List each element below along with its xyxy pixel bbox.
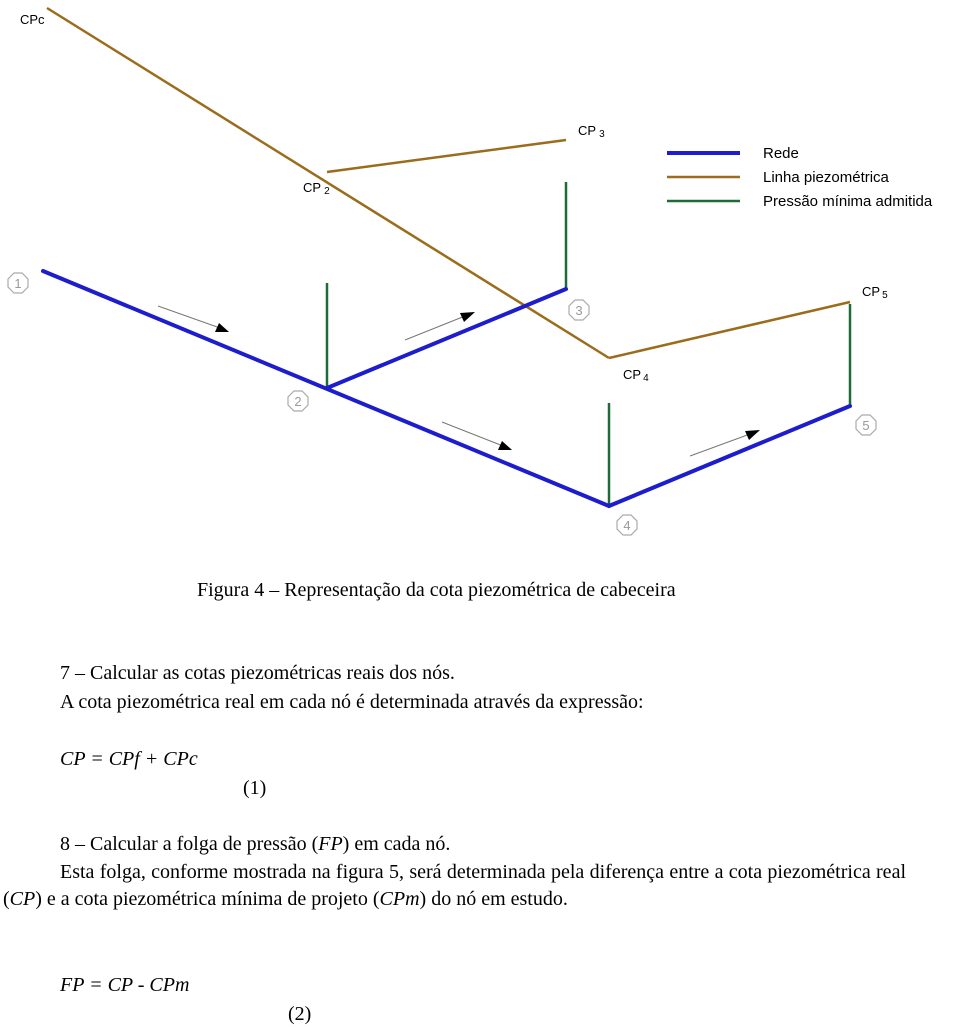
svg-text:4: 4 [623, 518, 631, 533]
label-cp4: CP 4 [623, 367, 649, 384]
step-7-heading: 7 – Calcular as cotas piezométricas reais dos nós. [60, 662, 455, 684]
step-8-paragraph: Esta folga, conforme mostrada na figura 5, será determinada pela diferença entre a cota piezométrica real (CP) e a cota piezométrica mínima de projeto (CPm) do nó em estudo. [3, 861, 906, 910]
equation-1: CP = CPf + CPc [60, 748, 198, 770]
equation-2: FP = CP - CPm [60, 974, 190, 996]
svg-text:3: 3 [575, 303, 583, 318]
flow-arrow [690, 430, 760, 456]
step-7-text: A cota piezométrica real em cada nó é determinada através da expressão: [60, 691, 644, 713]
label-cp3: CP 3 [578, 123, 605, 140]
legend-label-min-pressure: Pressão mínima admitida [763, 193, 933, 210]
svg-text:5: 5 [862, 418, 870, 433]
flow-arrow [442, 422, 512, 450]
node-marker-1 [8, 273, 28, 293]
flow-arrow [158, 306, 229, 332]
label-cp2: CP 2 [303, 180, 330, 197]
flow-arrows [158, 306, 760, 456]
step-8-heading: 8 – Calcular a folga de pressão (FP) em cada nó. [60, 833, 451, 855]
label-cpc: CPc [20, 12, 45, 27]
equation-1-number: (1) [243, 777, 267, 799]
node-marker-4 [617, 515, 637, 535]
flow-arrow [405, 312, 475, 340]
node-marker-5 [856, 415, 876, 435]
svg-text:1: 1 [14, 276, 22, 291]
network-lines [43, 271, 850, 506]
svg-text:2: 2 [294, 394, 302, 409]
legend-label-piezometric: Linha piezométrica [763, 169, 889, 186]
legend-label-rede: Rede [763, 145, 799, 162]
equation-2-number: (2) [288, 1003, 312, 1025]
figure-caption: Figura 4 – Representação da cota piezométrica de cabeceira [197, 579, 676, 601]
node-marker-3 [569, 300, 589, 320]
legend [667, 145, 933, 210]
node-marker-2 [288, 391, 308, 411]
label-cp5: CP 5 [862, 284, 888, 301]
piezometric-line [47, 8, 850, 358]
